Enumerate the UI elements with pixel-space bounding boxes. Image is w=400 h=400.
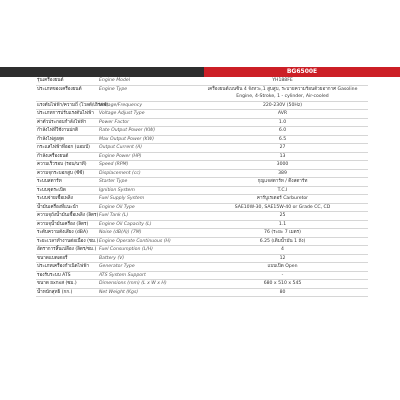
spec-row [36, 102, 368, 111]
spec-value: 1.1 [278, 221, 287, 227]
spec-label-english: Engine Operate Continuous (H) [99, 238, 171, 244]
spec-label-english: Output Current (A) [99, 145, 143, 150]
spec-label-english: Net Weight (Kgs) [99, 289, 139, 295]
header-dark-cell [0, 67, 204, 77]
spec-label-thai: ระบบจุดระเบิด [37, 187, 66, 193]
spec-value: SAE10W-30, SAE15W-40 or Grade CC, CD [234, 204, 331, 210]
spec-label-english: Engine Oil Capacity (L) [99, 221, 152, 227]
spec-label-english: Fuel Tank (L) [99, 213, 129, 218]
spec-value: T.C.I [277, 187, 288, 193]
spec-value: 3000 [276, 162, 289, 167]
spec-row [36, 229, 368, 238]
spec-label-thai: กำลังไฟที่ใช้งานปกติ [37, 128, 79, 133]
spec-row [36, 178, 368, 187]
spec-label-english: Engine Model [99, 78, 130, 83]
spec-row [36, 119, 368, 128]
spec-row [36, 263, 368, 272]
spec-row [36, 144, 368, 153]
spec-label-english: Displacement (cc) [99, 170, 141, 176]
spec-row [36, 221, 368, 230]
spec-label-thai: ความเร็วรอบ (รอบ/นาที) [37, 162, 87, 167]
spec-label-thai: ระยะเวลาทำงานต่อเนื่อง (ชม.) [37, 238, 99, 244]
spec-row [36, 110, 368, 119]
spec-value: 1.0 [278, 119, 287, 125]
spec-label-english: Generator Type [99, 264, 135, 269]
spec-value: YH188FE [272, 78, 293, 83]
spec-label-english: Rate Output Power (KW) [99, 128, 156, 133]
spec-value: 6.25 (เติมน้ำมัน 1 ถัง) [259, 238, 306, 244]
spec-label-thai: อัตราการสิ้นเปลือง (ลิตร/ชม.) [37, 247, 97, 252]
model-header: BG6500E [204, 67, 400, 77]
spec-label-thai: ค่าตัวประกอบกำลังไฟฟ้า [37, 119, 87, 125]
spec-label-thai: ความจุกระบอกสูบ (ซีซี) [37, 170, 85, 176]
spec-label-english: Battery (V) [99, 255, 125, 261]
spec-value: 80 [279, 289, 286, 295]
spec-label-english: Starter Type [99, 179, 128, 184]
spec-row [36, 246, 368, 255]
spec-label-thai: ขนาดแบตเตอรี่ [37, 255, 68, 261]
spec-label-english: Engine Oil Type [99, 204, 135, 210]
spec-row [36, 187, 368, 196]
spec-label-english: Noise (dB(A)) (7M) [99, 230, 142, 235]
spec-row [36, 161, 368, 170]
spec-row [36, 272, 368, 281]
spec-value: 76 (ระยะ 7 เมตร) [264, 230, 301, 235]
spec-row [36, 153, 368, 162]
spec-value: AVR [277, 111, 288, 116]
spec-table [36, 77, 368, 297]
spec-value: 6.0 [278, 128, 287, 133]
spec-value: 27 [279, 145, 286, 150]
spec-row [36, 238, 368, 247]
spec-label-thai: กระแสไฟฟ้าที่ออก (แอมป์) [37, 145, 90, 150]
spec-label-english: Max Output Power (KW) [99, 136, 155, 142]
spec-row [36, 289, 368, 298]
spec-value: - [281, 272, 284, 278]
spec-label-thai: กำลังเครื่องยนต์ [37, 153, 69, 159]
spec-value: 13 [279, 153, 286, 159]
spec-row [36, 255, 368, 264]
spec-value: เครื่องยนต์เบนซิน 4 จังหวะ,1 สูบสูบ, ระบายความร้อนด้วยอากาศ Gasoline Engine, 4-Stroke, 1 - cylinder, Air-cooled [207, 86, 358, 99]
spec-label-english: Voltage/Frequency [99, 102, 143, 108]
spec-row [36, 212, 368, 221]
spec-label-english: Dimensions (mm) (L x W x H) [99, 281, 167, 286]
spec-value: 4 [281, 247, 284, 252]
spec-label-thai: ประเภทการปรับแรงดันไฟฟ้า [37, 111, 94, 116]
spec-label-english: Fuel Supply System [99, 196, 145, 201]
table-header [0, 67, 400, 77]
spec-label-thai: รองรับระบบ ATS [37, 272, 71, 278]
spec-value: แบบเปิด Open [267, 264, 298, 269]
spec-label-english: Engine Type [99, 86, 128, 92]
spec-value: 680 x 510 x 545 [263, 281, 302, 286]
spec-row [36, 195, 368, 204]
spec-row [36, 170, 368, 179]
spec-label-english: Engine Power (HP) [99, 153, 142, 159]
spec-row [36, 77, 368, 86]
spec-value: 25 [279, 213, 286, 218]
spec-label-thai: น้ำมันเครื่องที่แนะนำ [37, 204, 79, 210]
spec-label-english: Power Factor [99, 119, 129, 125]
spec-label-english: Fuel Consumption (L/H) [99, 247, 153, 252]
spec-value: กุญแจสตาร์ท / ดึงสตาร์ท [257, 179, 308, 184]
spec-value: 389 [278, 170, 287, 176]
spec-label-thai: ขนาด ยxกxส (ซม.) [37, 281, 77, 286]
spec-label-thai: น้ำหนักสุทธิ (กก.) [37, 289, 73, 295]
spec-label-thai: กำลังไฟสูงสุด [37, 136, 64, 142]
spec-label-english: ATS System Support [99, 272, 146, 278]
spec-label-thai: ระบบสตาร์ท [37, 179, 62, 184]
spec-label-thai: รุ่นเครื่องยนต์ [37, 78, 64, 83]
spec-label-thai: ความจุถังน้ำมันเชื้อเพลิง (ลิตร) [37, 213, 99, 218]
spec-label-thai: แรงดันไฟฟ้า/ความถี่ (โวลต์/เฮิรตซ์) [37, 102, 109, 108]
spec-label-thai: ประเภทเครื่องกำเนิดไฟฟ้า [37, 264, 90, 269]
spec-row [36, 280, 368, 289]
spec-row [36, 127, 368, 136]
spec-value: 220-230V (50Hz) [262, 102, 303, 108]
spec-value: 12 [279, 255, 286, 261]
spec-label-english: Voltage Adjust Type [99, 111, 145, 116]
spec-value: 6.5 [278, 136, 287, 142]
spec-label-thai: ความจุน้ำมันเครื่อง (ลิตร) [37, 221, 89, 227]
spec-row [36, 136, 368, 145]
spec-row [36, 204, 368, 213]
spec-row [36, 86, 368, 102]
spec-label-thai: ประเภทของเครื่องยนต์ [37, 86, 82, 92]
spec-label-thai: ระดับความดังเสียง (dBA) [37, 230, 88, 235]
spec-value: คาร์บูเรเตอร์ Carburetor [256, 196, 309, 201]
spec-label-thai: ระบบจ่ายเชื้อเพลิง [37, 196, 73, 201]
spec-label-english: Ignition System [99, 187, 135, 193]
spec-label-english: Speed (RPM) [99, 162, 129, 167]
